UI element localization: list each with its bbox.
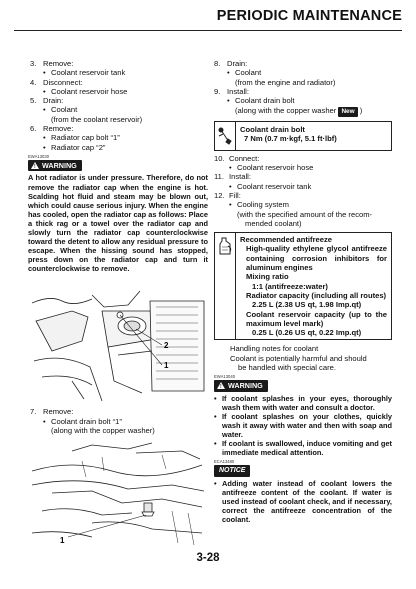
step-number: 12. xyxy=(214,190,225,200)
step-label: Remove: xyxy=(43,59,74,68)
warning-list xyxy=(214,394,392,458)
handling-line: Coolant is potentially harmful and should xyxy=(230,353,367,363)
step-label: Remove: xyxy=(43,407,74,417)
step-item: • Coolant xyxy=(227,68,392,77)
warning-item: • If coolant is swallowed, induce vomiting and get immediate medical attention. xyxy=(214,439,392,457)
warning-label: WARNING xyxy=(228,381,263,391)
drain-bolt-figure xyxy=(32,441,208,547)
warning-badge xyxy=(214,380,268,391)
step-number: 7. xyxy=(30,407,37,417)
notice-block xyxy=(214,459,392,524)
step-number: 3. xyxy=(30,59,37,68)
warning-label: WARNING xyxy=(42,160,77,170)
step-note-text: (along with the copper washer xyxy=(235,106,337,116)
step-item: • Coolant drain bolt xyxy=(227,96,392,105)
step-note: mended coolant) xyxy=(245,218,302,228)
step-item: • Coolant drain bolt “1” xyxy=(43,417,208,426)
reservoir-capacity-title: Coolant reservoir capacity (up to the maximum level mark) xyxy=(246,309,387,328)
step-4 xyxy=(30,78,208,97)
step-item: • Coolant xyxy=(43,105,208,114)
step-item: • Radiator cap bolt “1” xyxy=(43,133,208,142)
step-11 xyxy=(214,172,392,191)
step-3 xyxy=(30,59,208,78)
step-number: 9. xyxy=(214,86,221,96)
warning-triangle-icon xyxy=(31,162,39,169)
mixing-ratio-value: 1:1 (antifreeze:water) xyxy=(252,281,328,291)
mixing-ratio-title: Mixing ratio xyxy=(246,272,289,282)
antifreeze-title: Recommended antifreeze xyxy=(240,235,332,245)
step-label: Remove: xyxy=(43,124,74,134)
notice-list xyxy=(214,479,392,524)
step-number: 10. xyxy=(214,153,225,163)
step-10 xyxy=(214,154,392,173)
step-note xyxy=(227,106,392,116)
step-note: (with the specified amount of the recom- xyxy=(237,209,373,219)
step-number: 5. xyxy=(30,96,37,106)
step-6 xyxy=(30,124,208,152)
figure-callout-1: 1 xyxy=(164,361,169,371)
step-label: Install: xyxy=(229,172,251,182)
header-rule xyxy=(14,30,402,31)
warning-block xyxy=(28,154,208,273)
torque-title: Coolant drain bolt xyxy=(240,124,305,134)
handling-notes xyxy=(214,344,392,372)
step-number: 8. xyxy=(214,59,221,68)
step-7 xyxy=(30,407,208,435)
steps-10-12 xyxy=(214,154,392,228)
page-number: 3-28 xyxy=(196,552,220,564)
new-part-badge: New xyxy=(338,107,357,116)
notice-item: • Adding water instead of coolant lowers the antifreeze content of the coolant. If water is used instead of coolant check, and if necessary, correct the antifreeze concentration of the coolant. xyxy=(214,479,392,524)
radiator-capacity-title: Radiator capacity (including all routes) xyxy=(246,290,387,300)
notice-badge: NOTICE xyxy=(214,465,250,476)
warning-text: A hot radiator is under pressure. Therefore, do not remove the radiator cap when the engine is hot. Scalding hot fluid and steam may be blown out, which could cause serious injury. When the engine has cooled, open the radiator cap as follows: Place a thick rag or a towel over the radiator cap and slowly turn the radiator cap counterclockwise toward the detent to allow any residual pressure to escape. When the hissing sound has stopped, press down on the radiator cap and turn it counterclockwise to remove. xyxy=(28,173,208,274)
step-item: • Radiator cap “2” xyxy=(43,143,208,152)
radiator-cap-illustration xyxy=(32,281,208,401)
step-label: Drain: xyxy=(227,59,248,68)
warning-block-2 xyxy=(214,374,392,457)
step-number: 4. xyxy=(30,77,37,87)
warning-code: EWA13040 xyxy=(214,374,236,380)
warning-badge xyxy=(28,160,82,171)
handling-line: be handled with special care. xyxy=(238,363,336,373)
warning-item: • If coolant splashes on your clothes, quickly wash it away with water and then with soap and water. xyxy=(214,412,392,439)
step-label: Drain: xyxy=(43,96,64,106)
torque-wrench-icon xyxy=(215,122,236,150)
handling-title: Handling notes for coolant xyxy=(230,344,319,354)
step-note-close: ) xyxy=(359,106,363,116)
left-column xyxy=(30,59,208,547)
warning-item: • If coolant splashes in your eyes, thoroughly wash them with water and consult a doctor. xyxy=(214,394,392,412)
coolant-bottle-icon xyxy=(215,233,236,339)
step-note: (from the coolant reservoir) xyxy=(51,114,143,124)
antifreeze-description: High-quality ethylene glycol antifreeze containing corrosion inhibitors for aluminum engines xyxy=(246,244,387,273)
antifreeze-spec-box xyxy=(214,232,392,340)
step-9 xyxy=(214,87,392,117)
step-number: 6. xyxy=(30,124,37,134)
reservoir-capacity-value: 0.25 L (0.26 US qt, 0.22 Imp.qt) xyxy=(252,328,362,338)
right-column xyxy=(214,59,392,524)
step-8 xyxy=(214,59,392,87)
page-title: PERIODIC MAINTENANCE xyxy=(216,8,402,24)
torque-spec-box xyxy=(214,121,392,151)
step-item: • Coolant reservoir tank xyxy=(229,182,392,191)
step-label: Install: xyxy=(227,86,249,96)
step-5 xyxy=(30,96,208,124)
step-label: Fill: xyxy=(229,190,241,200)
step-label: Connect: xyxy=(229,153,260,163)
step-item: • Coolant reservoir hose xyxy=(43,87,208,96)
step-number: 11. xyxy=(214,172,224,182)
step-label: Disconnect: xyxy=(43,77,83,87)
warning-triangle-icon xyxy=(217,382,225,389)
warning-code: EWA13030 xyxy=(28,153,50,159)
radiator-capacity-value: 2.25 L (2.38 US qt, 1.98 Imp.qt) xyxy=(252,300,362,310)
torque-value: 7 Nm (0.7 m·kgf, 5.1 ft·lbf) xyxy=(244,134,337,144)
notice-code: ECA13480 xyxy=(214,459,235,465)
step-12 xyxy=(214,191,392,228)
figure-callout-1: 1 xyxy=(60,536,65,546)
drain-bolt-illustration xyxy=(32,441,208,547)
step-note: (along with the copper washer) xyxy=(51,426,155,436)
step-note: (from the engine and radiator) xyxy=(235,77,336,87)
step-item: • Coolant reservoir hose xyxy=(229,163,392,172)
figure-callout-2: 2 xyxy=(164,341,169,351)
radiator-cap-figure xyxy=(32,281,208,401)
antifreeze-spec-body xyxy=(236,233,391,339)
step-item: • Coolant reservoir tank xyxy=(43,68,208,77)
torque-spec-body xyxy=(236,122,391,150)
step-item: • Cooling system xyxy=(229,200,392,209)
